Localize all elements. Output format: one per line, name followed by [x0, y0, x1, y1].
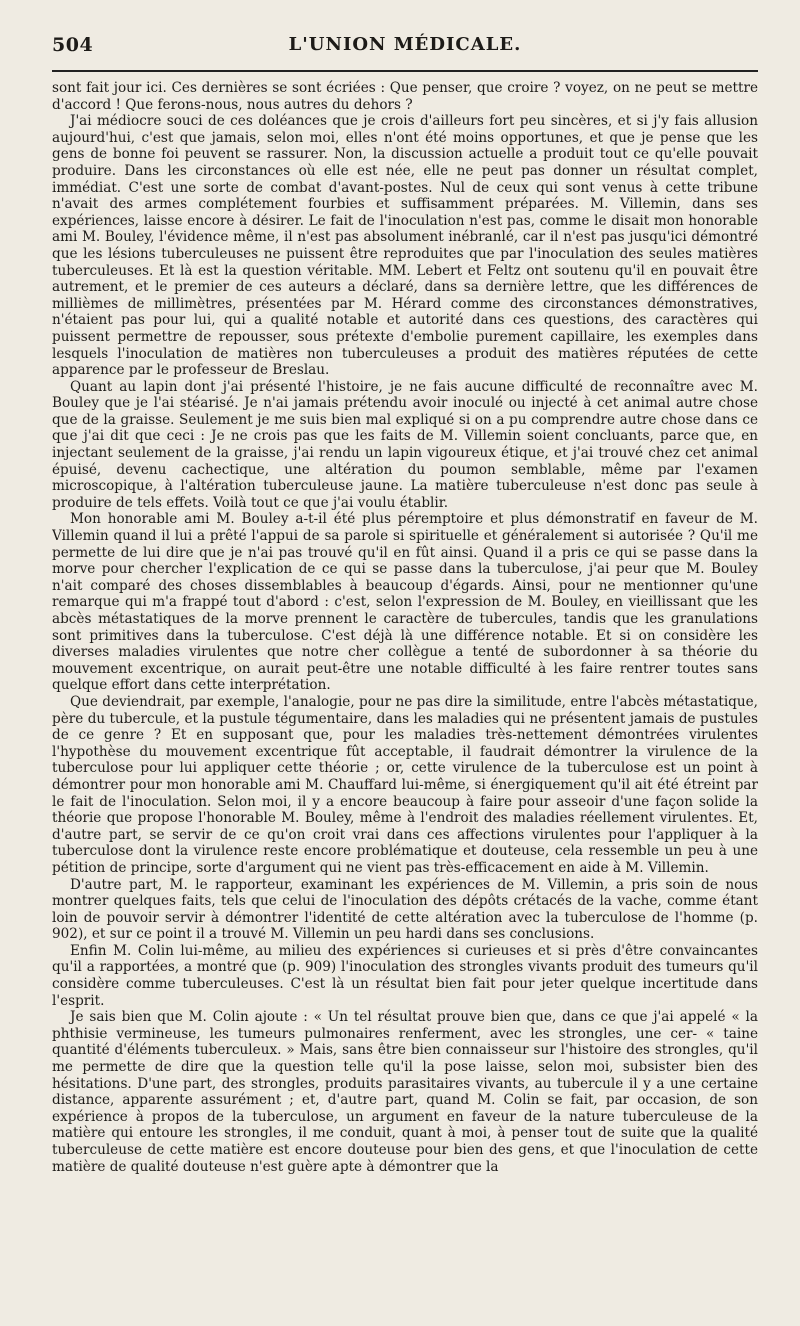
paragraph: J'ai médiocre souci de ces doléances que je crois d'ailleurs fort peu sincères, et si j'y fais allusion aujourd'hui, c'est que jamais, selon moi, elles n'ont été moins opportunes, et que je pense que les gens de bonne foi peuvent se rassurer. Non, la discussion actuelle a produit tout ce qu'elle pouvait produire. Dans les circonstances où elle est née, elle ne peut pas donner un résultat complet, immédiat. C'est une sorte de combat d'avant-postes. Nul de ceux qui sont venus à cette tribune n'avait des armes complétement fourbies et suffisamment préparées. M. Villemin, dans ses expériences, laisse encore à désirer. Le fait de l'inoculation n'est pas, comme le disait mon honorable ami M. Bouley, l'évidence même, il n'est pas absolument inébranlé, car il n'est pas jusqu'ici démontré que les lésions tuberculeuses ne puissent être reproduites que par l'inoculation des seules matières tuberculeuses. Et là est la question véritable. MM. Lebert et Feltz ont soutenu qu'il en pouvait être autrement, et le premier de ces auteurs a déclaré, dans sa dernière lettre, que les différences de millièmes de millimètres, présentées par M. Hérard comme des circonstances démonstratives, n'étaient pas pour lui, qui a qualité notable et autorité dans ces questions, des caractères qui puissent permettre de repousser, sous prétexte d'embolie purement capillaire, les exemples dans lesquels l'inoculation de matières non tuberculeuses a produit des matières réputées de cette apparence par le professeur de Breslau. [52, 113, 758, 379]
paragraph: Que deviendrait, par exemple, l'analogie, pour ne pas dire la similitude, entre l'abcès métastatique, père du tubercule, et la pustule tégumentaire, dans les maladies qui ne présentent jamais de pustules de ce genre ? Et en supposant que, pour les maladies très-nettement démontrées virulentes l'hypothèse du mouvement excentrique fût acceptable, il faudrait démontrer la virulence de la tuberculose pour lui appliquer cette théorie ; or, cette virulence de la tuberculose est un point à démontrer pour mon honorable ami M. Chauffard lui-même, si énergiquement qu'il ait été étreint par le fait de l'inoculation. Selon moi, il y a encore beaucoup à faire pour asseoir d'une façon solide la théorie que propose l'honorable M. Bouley, même à l'endroit des maladies réellement virulentes. Et, d'autre part, se servir de ce qu'on croit vrai dans ces affections virulentes pour l'appliquer à la tuberculose dont la virulence reste encore problématique et douteuse, cela ressemble un peu à une pétition de principe, sorte d'argument qui ne vient pas très-efficacement en aide à M. Villemin. [52, 693, 758, 876]
running-title: L'UNION MÉDICALE. [288, 34, 522, 55]
paragraph: Je sais bien que M. Colin ajoute : « Un tel résultat prouve bien que, dans ce que j'ai appelé « la phthisie vermineuse, les tumeurs pulmonaires renferment, avec les strongles, une cer- « taine quantité d'éléments tuberculeux. » Mais, sans être bien connaisseur sur l'histoire des strongles, qu'il me permette de dire que la question telle qu'il la pose laisse, selon moi, subsister bien des hésitations. D'une part, des strongles, produits parasitaires vivants, au tubercule il y a une certaine distance, apparente assurément ; et, d'autre part, quand M. Colin se fait, par occasion, de son expérience à propos de la tuberculose, un argument en faveur de la nature tuberculeuse de la matière qui entoure les strongles, il me conduit, quant à moi, à penser tout de suite que la qualité tuberculeuse de cette matière est encore douteuse pour bien des gens, et que l'inoculation de cette matière de qualité douteuse n'est guère apte à démontrer que la [52, 1009, 758, 1175]
paragraph: sont fait jour ici. Ces dernières se sont écriées : Que penser, que croire ? voyez, on ne peut se mettre d'accord ! Que ferons-nous, nous autres du dehors ? [52, 80, 758, 113]
paragraph: Mon honorable ami M. Bouley a-t-il été plus péremptoire et plus démonstratif en faveur de M. Villemin quand il lui a prêté l'appui de sa parole si spirituelle et généralement si autorisée ? Qu'il me permette de lui dire que je n'ai pas trouvé qu'il en fût ainsi. Quand il a pris ce qui se passe dans la morve pour chercher l'explication de ce qui se passe dans la tuberculose, j'ai peur que M. Bouley n'ait comparé des choses dissemblables à beaucoup d'égards. Ainsi, pour ne mentionner qu'une remarque qui m'a frappé tout d'abord : c'est, selon l'expression de M. Bouley, en vieillissant que les abcès métastatiques de la morve prennent le caractère de tubercules, tandis que les granulations sont primitives dans la tuberculose. C'est déjà là une différence notable. Et si on considère les diverses maladies virulentes que notre cher collègue a tenté de subordonner à sa théorie du mouvement excentrique, on aurait peut-être une notable difficulté à les faire rentrer toutes sans quelque effort dans cette interprétation. [52, 511, 758, 694]
paragraph: D'autre part, M. le rapporteur, examinant les expériences de M. Villemin, a pris soin de nous montrer quelques faits, tels que celui de l'inoculation des dépôts crétacés de la vache, comme étant loin de pouvoir servir à démontrer l'identité de cette altération avec la tuberculose de l'homme (p. 902), et sur ce point il a trouvé M. Villemin un peu hardi dans ses conclusions. [52, 876, 758, 943]
paragraph: Enfin M. Colin lui-même, au milieu des expériences si curieuses et si près d'être convaincantes qu'il a rapportées, a montré que (p. 909) l'inoculation des strongles vivants produit des tumeurs qu'il considère comme tuberculeuses. C'est là un résultat bien fait pour jeter quelque incertitude dans l'esprit. [52, 942, 758, 1009]
page-number: 504 [52, 34, 94, 56]
article-body [52, 80, 758, 1320]
paragraph: Quant au lapin dont j'ai présenté l'histoire, je ne fais aucune difficulté de reconnaître avec M. Bouley que je l'ai stéarisé. Je n'ai jamais prétendu avoir inoculé ou injecté à cet animal autre chose que de la graisse. Seulement je me suis bien mal expliqué si on a pu comprendre autre chose dans ce que j'ai dit que ceci : Je ne crois pas que les faits de M. Villemin soient concluants, parce que, en injectant seulement de la graisse, j'ai rendu un lapin vigoureux étique, et j'ai trouvé chez cet animal épuisé, devenu cachectique, une altération du poumon semblable, même par l'examen microscopique, à l'altération tuberculeuse jaune. La matière tuberculeuse n'est donc pas seule à produire de tels effets. Voilà tout ce que j'ai voulu établir. [52, 378, 758, 511]
page-header [52, 34, 758, 64]
header-rule [52, 70, 758, 72]
